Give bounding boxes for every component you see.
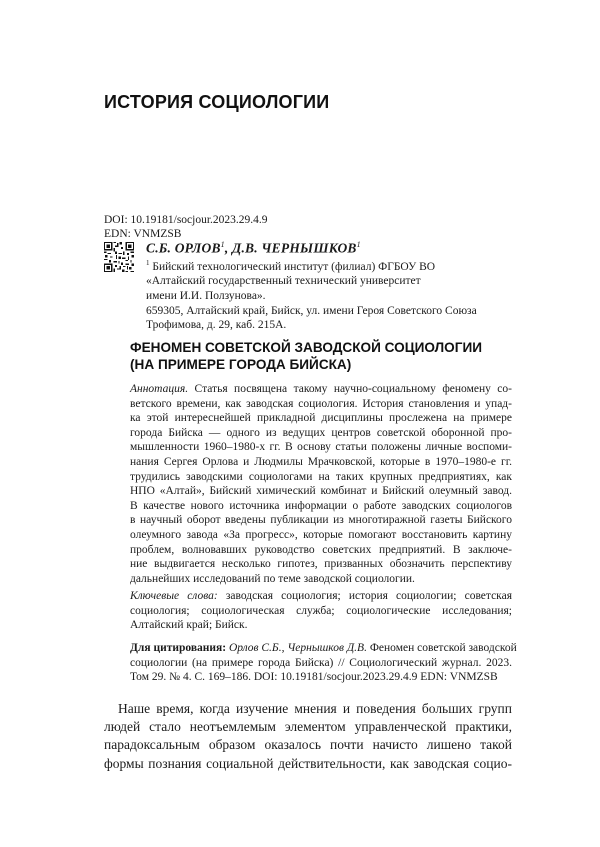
abstract-line: мышленности 1960–1980-х гг. В основу статьи положены личные воспоми-: [130, 441, 512, 454]
abstract-line: нания Сергея Орлова и Людмилы Мрачковской, которые в 1970–1980-е гг.: [130, 455, 512, 468]
abstract-line: города Бийска — одного из ведущих центров советской оборонной про-: [130, 426, 512, 439]
article-identifiers: [104, 213, 268, 241]
author-name: Д.В. ЧЕРНЫШКОВ: [232, 240, 357, 256]
abstract-label: Аннотация.: [130, 383, 189, 395]
abstract-line: в научный оборот введены публикации из многотиражной газеты Бийского: [130, 514, 512, 527]
abstract-line: НПО «Алтай», Бийский химический комбинат и Бийский олеумный завод.: [130, 485, 512, 498]
doi-line[interactable]: DOI: 10.19181/socjour.2023.29.4.9: [104, 214, 268, 226]
abstract-line: ка этой интереснейшей прикладной дисциплины прослежена на примере: [130, 412, 512, 425]
affiliation-block: [146, 256, 536, 333]
keywords: [130, 589, 512, 633]
author-separator: ,: [224, 240, 233, 256]
abstract-line: проблем, волновавших руководство советских предприятий. В заключе-: [130, 543, 512, 556]
article-title-line: (НА ПРИМЕРЕ ГОРОДА БИЙСКА): [130, 357, 352, 372]
citation-line: социологии (на примере города Бийска) // Социологический журнал. 2023.: [130, 656, 512, 669]
body-line: людей стало неотъемлемым элементом управленческой практики,: [104, 719, 512, 735]
keywords-label: Ключевые слова:: [130, 590, 218, 602]
citation: [130, 641, 517, 685]
edn-line: EDN: VNMZSB: [104, 228, 182, 240]
body-line: формы познания социальной действительности, как заводская социо-: [104, 755, 512, 771]
affiliation-line: имени И.И. Ползунова».: [146, 290, 266, 303]
body-line: парадоксальным образом оказалось почти начисто лишено такой: [104, 737, 512, 753]
abstract: [130, 382, 512, 586]
affiliation-marker: 1: [220, 240, 225, 249]
abstract-line: дальнейших исследований по теме заводской социологии.: [130, 572, 415, 585]
affiliation-line: Трофимова, д. 29, каб. 215А.: [146, 319, 287, 332]
abstract-line: В качестве нового источника информации о работе заводских социологов: [130, 499, 512, 512]
citation-label: Для цитирования:: [130, 642, 227, 654]
keywords-line: социология; социологическая служба; социологические исследования;: [130, 604, 512, 617]
affiliation-line: Бийский технологический институт (филиал) ФГБОУ ВО: [149, 260, 436, 273]
affiliation-marker: 1: [356, 240, 361, 249]
citation-line: Том 29. № 4. С. 169–186. DOI: 10.19181/socjour.2023.29.4.9 EDN: VNMZSB: [130, 671, 498, 684]
abstract-line: олеумного завода «За прогресс», которые помогают восстановить картину: [130, 528, 512, 541]
affiliation-line: «Алтайский государственный технический университет: [146, 275, 421, 288]
abstract-line: Статья посвящена такому научно-социальному феномену со-: [188, 383, 512, 395]
article-title: [130, 339, 530, 373]
section-title: ИСТОРИЯ СОЦИОЛОГИИ: [104, 92, 330, 112]
abstract-line: ветского времени, как заводская социология. История становления и упад-: [130, 397, 512, 410]
author-name: С.Б. ОРЛОВ: [146, 240, 221, 256]
affiliation-line: 659305, Алтайский край, Бийск, ул. имени Героя Советского Союза: [146, 304, 477, 317]
keywords-line: Алтайский край; Бийск.: [130, 619, 248, 632]
body-line: Наше время, когда изучение мнения и поведения больших групп: [118, 701, 512, 716]
abstract-line: трудились заводскими социологами на таких крупных предприятиях, как: [130, 470, 512, 483]
keywords-line: заводская социология; история социологии; советская: [217, 590, 512, 602]
qr-code-icon: [104, 242, 134, 272]
article-title-line: ФЕНОМЕН СОВЕТСКОЙ ЗАВОДСКОЙ СОЦИОЛОГИИ: [130, 340, 482, 355]
body-paragraph: [104, 700, 512, 773]
affiliation-marker: 1: [146, 259, 150, 267]
authors-line: [146, 240, 361, 257]
citation-line: Феномен советской заводской: [366, 642, 517, 654]
citation-authors: Орлов С.Б., Чернышков Д.В.: [226, 642, 367, 654]
abstract-line: ние выдвигается несколько гипотез, призванных обозначить перспективу: [130, 558, 512, 571]
